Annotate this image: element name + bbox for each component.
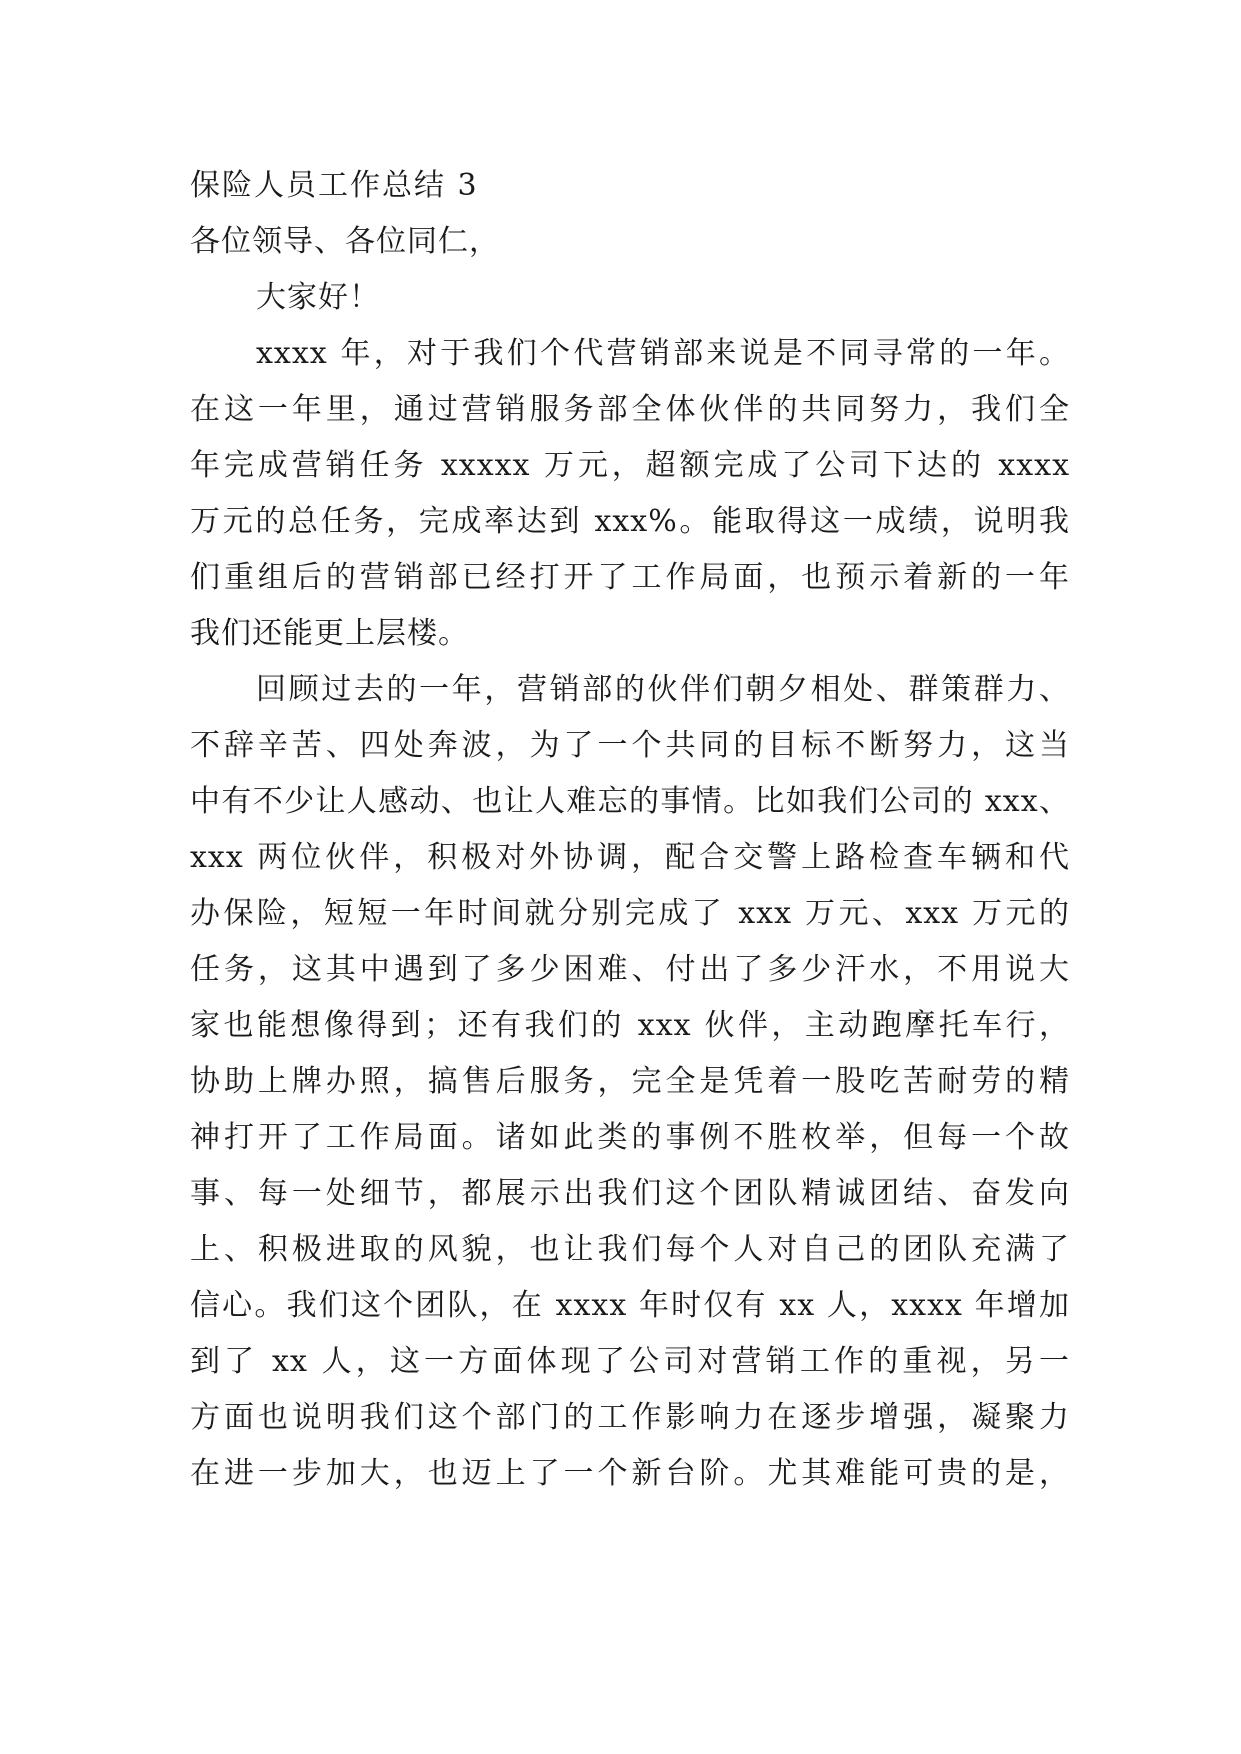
paragraph-line: 不辞辛苦、四处奔波，为了一个共同的目标不断努力，这当 bbox=[190, 728, 1070, 763]
paragraph-1 bbox=[190, 326, 1070, 662]
greeting: 大家好！ bbox=[256, 280, 380, 315]
paragraph-line: 信心。我们这个团队，在 xxxx 年时仅有 xx 人，xxxx 年增加 bbox=[190, 1288, 1070, 1323]
paragraph-line: 年完成营销任务 xxxxx 万元，超额完成了公司下达的 xxxx bbox=[190, 448, 1070, 483]
paragraph-line: 协助上牌办照，搞售后服务，完全是凭着一股吃苦耐劳的精 bbox=[190, 1064, 1070, 1099]
paragraph-line: 办保险，短短一年时间就分别完成了 xxx 万元、xxx 万元的 bbox=[190, 896, 1070, 931]
paragraph-line: xxxx 年，对于我们个代营销部来说是不同寻常的一年。 bbox=[256, 336, 1070, 371]
document-title: 保险人员工作总结 3 bbox=[190, 168, 479, 203]
paragraph-line: 神打开了工作局面。诸如此类的事例不胜枚举，但每一个故 bbox=[190, 1120, 1070, 1155]
paragraph-line: 我们还能更上层楼。 bbox=[190, 616, 469, 651]
paragraph-line: 到了 xx 人，这一方面体现了公司对营销工作的重视，另一 bbox=[190, 1344, 1070, 1379]
paragraph-line: xxx 两位伙伴，积极对外协调，配合交警上路检查车辆和代 bbox=[190, 840, 1070, 875]
paragraph-line: 方面也说明我们这个部门的工作影响力在逐步增强，凝聚力 bbox=[190, 1400, 1070, 1435]
paragraph-2 bbox=[190, 662, 1070, 1502]
document-body bbox=[190, 158, 1070, 1502]
paragraph-line: 在这一年里，通过营销服务部全体伙伴的共同努力，我们全 bbox=[190, 392, 1070, 427]
paragraph-line: 任务，这其中遇到了多少困难、付出了多少汗水，不用说大 bbox=[190, 952, 1070, 987]
paragraph-line: 万元的总任务，完成率达到 xxx%。能取得这一成绩，说明我 bbox=[190, 504, 1070, 539]
paragraph-line: 上、积极进取的风貌，也让我们每个人对自己的团队充满了 bbox=[190, 1232, 1070, 1267]
paragraph-line: 中有不少让人感动、也让人难忘的事情。比如我们公司的 xxx、 bbox=[190, 784, 1070, 819]
paragraph-line: 们重组后的营销部已经打开了工作局面，也预示着新的一年 bbox=[190, 560, 1070, 595]
paragraph-line: 家也能想像得到；还有我们的 xxx 伙伴，主动跑摩托车行， bbox=[190, 1008, 1070, 1043]
paragraph-line: 事、每一处细节，都展示出我们这个团队精诚团结、奋发向 bbox=[190, 1176, 1070, 1211]
paragraph-line: 在进一步加大，也迈上了一个新台阶。尤其难能可贵的是， bbox=[190, 1456, 1070, 1491]
salutation: 各位领导、各位同仁， bbox=[190, 224, 500, 259]
paragraph-line: 回顾过去的一年，营销部的伙伴们朝夕相处、群策群力、 bbox=[256, 672, 1070, 707]
